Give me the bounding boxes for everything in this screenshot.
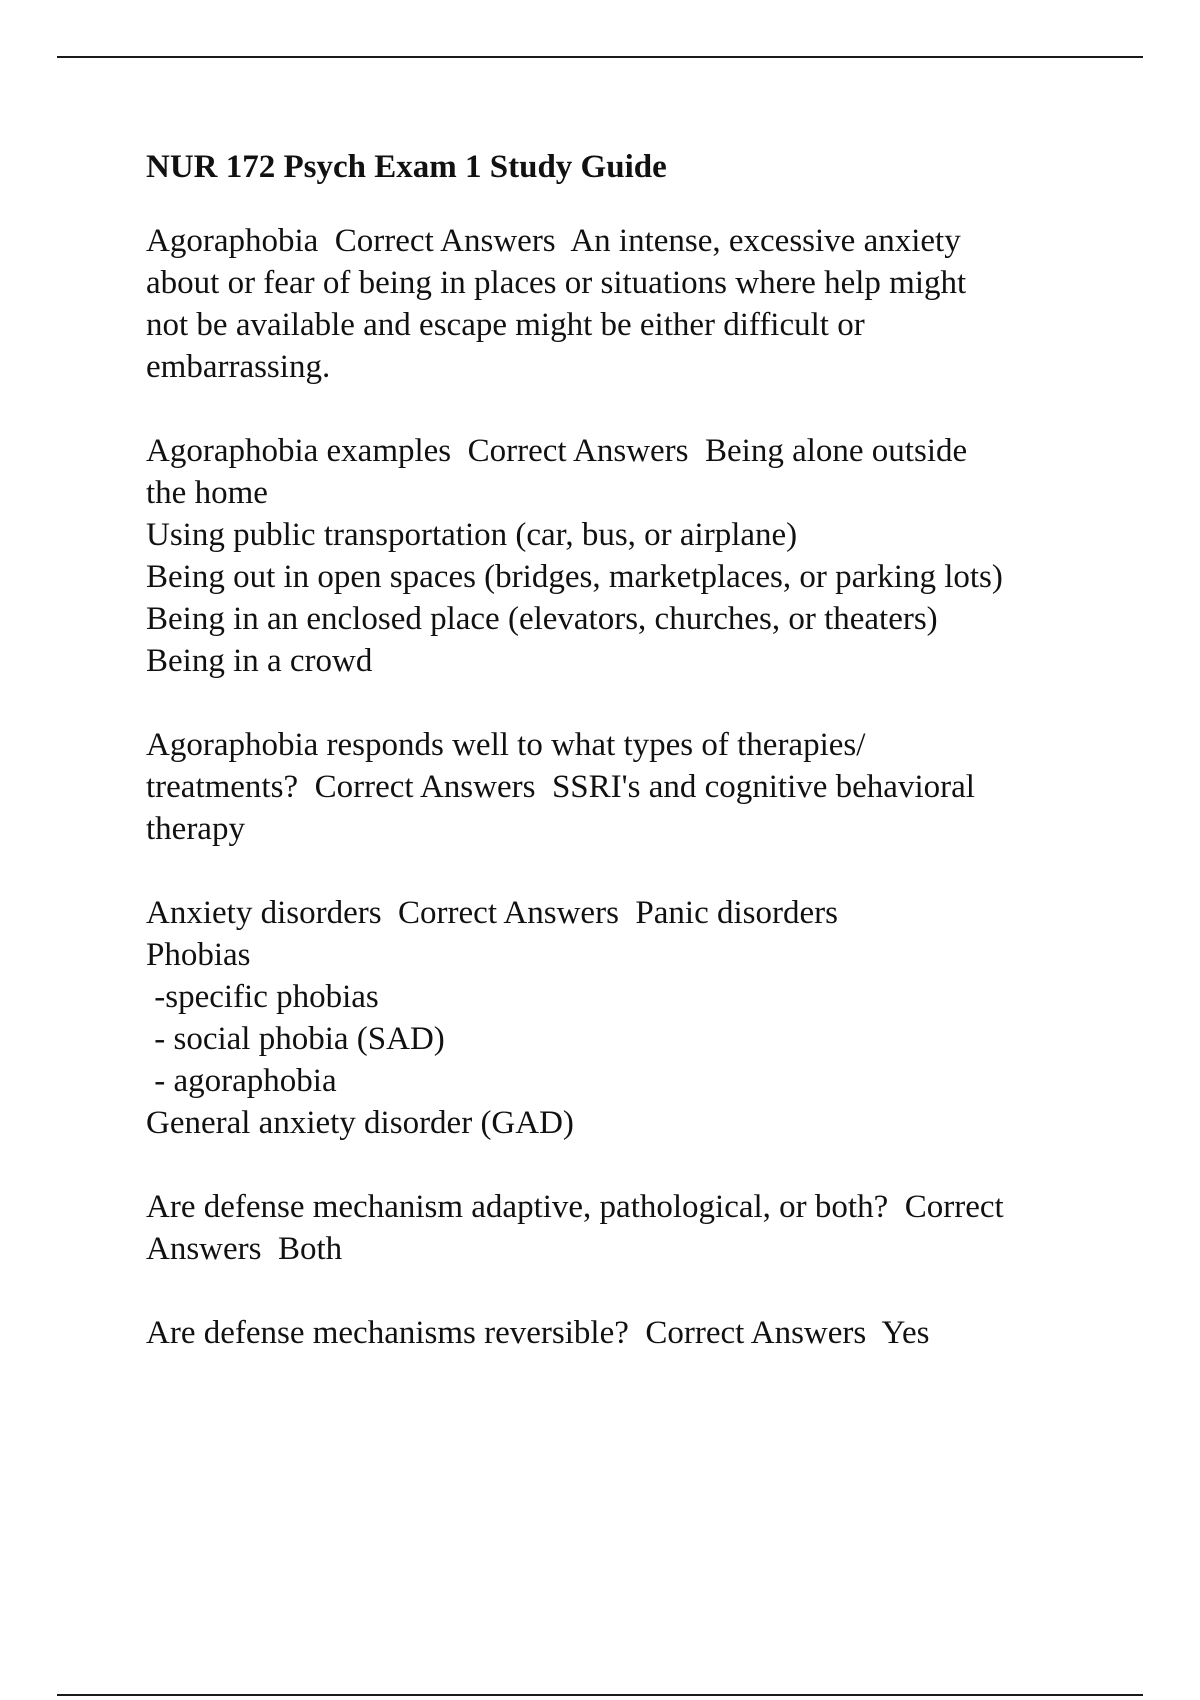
text-line: Are defense mechanisms reversible? Correct Answers Yes xyxy=(146,1315,930,1351)
text-line: Anxiety disorders Correct Answers Panic disorders xyxy=(146,895,838,931)
text-line: - agoraphobia xyxy=(146,1063,337,1099)
qa-entry-agoraphobia-treatments xyxy=(146,724,1106,850)
qa-entry-agoraphobia-examples xyxy=(146,430,1106,682)
text-line: treatments? Correct Answers SSRI's and cognitive behavioral xyxy=(146,769,975,805)
text-line: therapy xyxy=(146,811,245,847)
text-line: Phobias xyxy=(146,937,251,973)
text-line: Being out in open spaces (bridges, marketplaces, or parking lots) xyxy=(146,559,1003,595)
text-line: Agoraphobia Correct Answers An intense, excessive anxiety xyxy=(146,223,961,259)
bottom-divider xyxy=(57,1694,1143,1696)
text-line: Answers Both xyxy=(146,1231,343,1267)
text-line: about or fear of being in places or situations where help might xyxy=(146,265,967,301)
qa-entry-defense-mechanisms-reversible xyxy=(146,1312,1106,1354)
text-line: Being in a crowd xyxy=(146,643,373,679)
document-title: NUR 172 Psych Exam 1 Study Guide xyxy=(146,149,667,185)
qa-entry-defense-mechanism-adaptive xyxy=(146,1186,1106,1270)
text-line: -specific phobias xyxy=(146,979,379,1015)
qa-entry-agoraphobia xyxy=(146,220,1106,388)
qa-entry-anxiety-disorders xyxy=(146,892,1106,1144)
text-line: General anxiety disorder (GAD) xyxy=(146,1105,574,1141)
text-line: Are defense mechanism adaptive, pathological, or both? Correct xyxy=(146,1189,1004,1225)
text-line: not be available and escape might be either difficult or xyxy=(146,307,865,343)
text-line: embarrassing. xyxy=(146,349,331,385)
text-line: Using public transportation (car, bus, or airplane) xyxy=(146,517,798,553)
text-line: Agoraphobia responds well to what types of therapies/ xyxy=(146,727,866,763)
text-line: - social phobia (SAD) xyxy=(146,1021,445,1057)
text-line: the home xyxy=(146,475,268,511)
top-divider xyxy=(57,56,1143,58)
text-line: Agoraphobia examples Correct Answers Being alone outside xyxy=(146,433,968,469)
document-content xyxy=(146,146,1106,1396)
text-line: Being in an enclosed place (elevators, churches, or theaters) xyxy=(146,601,938,637)
